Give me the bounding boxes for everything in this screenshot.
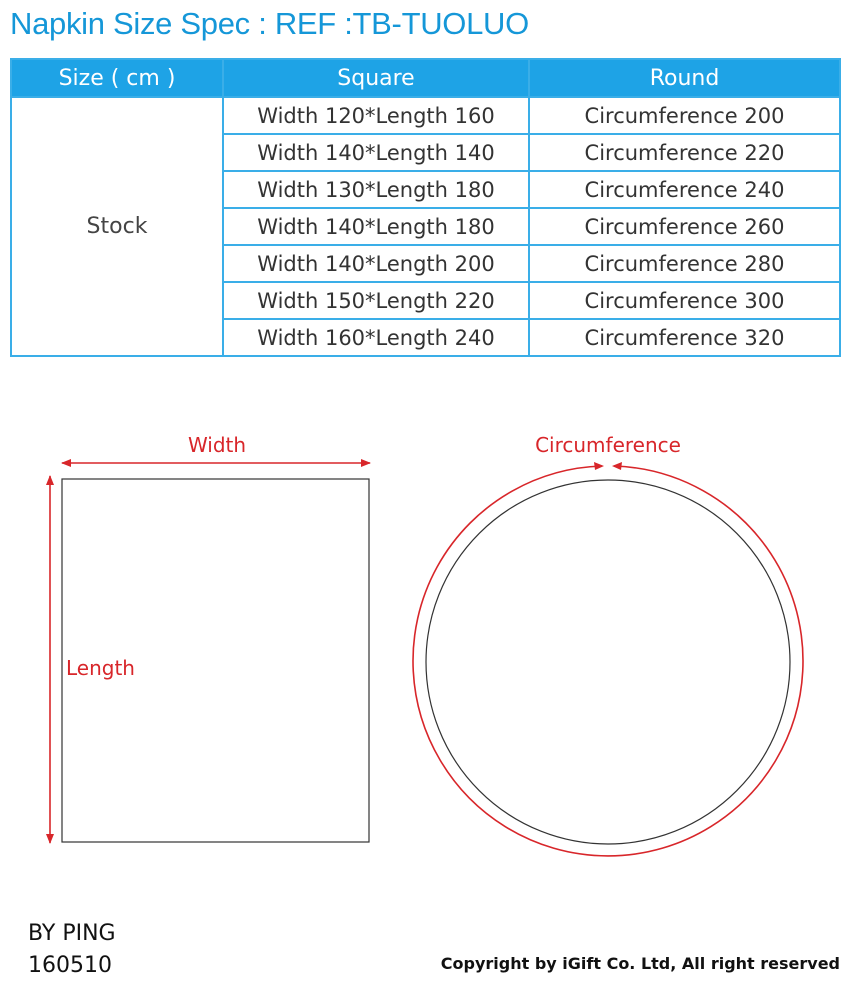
width-label: Width xyxy=(187,433,247,457)
round-size-cell: Circumference 240 xyxy=(529,171,840,208)
circumference-arrow-head-left xyxy=(594,462,604,470)
round-size-cell: Circumference 320 xyxy=(529,319,840,356)
author-name: BY PING xyxy=(28,921,116,946)
header-size: Size ( cm ) xyxy=(11,59,223,97)
square-size-cell: Width 140*Length 200 xyxy=(223,245,529,282)
size-diagram xyxy=(0,420,850,880)
length-label: Length xyxy=(66,656,135,680)
author-block xyxy=(28,918,116,982)
table-row xyxy=(11,97,840,134)
round-napkin-shape xyxy=(426,480,790,844)
square-size-cell: Width 160*Length 240 xyxy=(223,319,529,356)
round-size-cell: Circumference 200 xyxy=(529,97,840,134)
header-round: Round xyxy=(529,59,840,97)
square-size-cell: Width 140*Length 180 xyxy=(223,208,529,245)
round-napkin-diagram xyxy=(413,433,803,856)
round-size-cell: Circumference 300 xyxy=(529,282,840,319)
table-header-row xyxy=(11,59,840,97)
round-size-cell: Circumference 220 xyxy=(529,134,840,171)
page-title: Napkin Size Spec : REF :TB-TUOLUO xyxy=(10,6,529,41)
square-size-cell: Width 140*Length 140 xyxy=(223,134,529,171)
header-square: Square xyxy=(223,59,529,97)
circumference-arrow-head-right xyxy=(612,462,622,470)
square-size-cell: Width 120*Length 160 xyxy=(223,97,529,134)
circumference-label: Circumference xyxy=(535,433,681,457)
square-size-cell: Width 150*Length 220 xyxy=(223,282,529,319)
square-size-cell: Width 130*Length 180 xyxy=(223,171,529,208)
stock-label: Stock xyxy=(11,97,223,356)
napkin-size-table xyxy=(10,58,841,357)
square-napkin-diagram xyxy=(50,433,370,843)
circumference-arrow-left xyxy=(413,466,803,856)
round-size-cell: Circumference 280 xyxy=(529,245,840,282)
author-code: 160510 xyxy=(28,953,112,978)
round-size-cell: Circumference 260 xyxy=(529,208,840,245)
copyright-notice: Copyright by iGift Co. Ltd, All right reserved xyxy=(440,954,840,973)
